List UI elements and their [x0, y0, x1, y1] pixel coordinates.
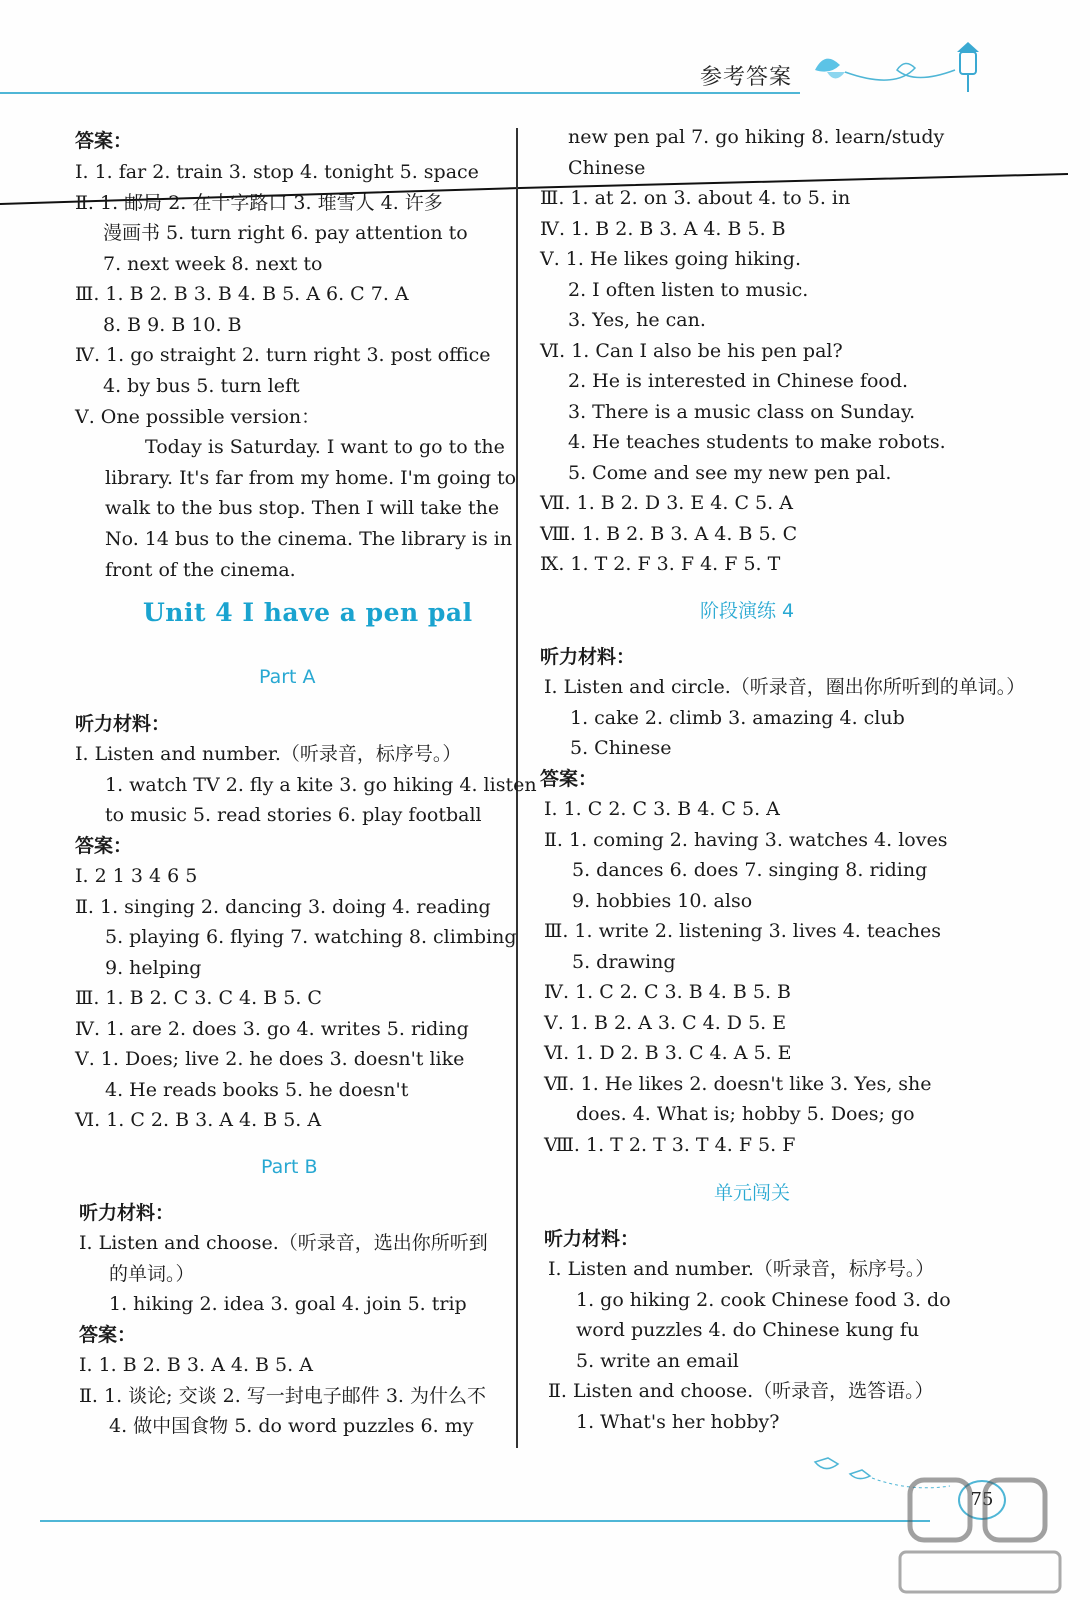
- left-text-line: to music 5. read stories 6. play football: [105, 804, 482, 826]
- right-text-line: 3. There is a music class on Sunday.: [568, 401, 916, 423]
- right-text-line: Ⅲ. 1. write 2. listening 3. lives 4. teaches: [544, 920, 941, 942]
- right-text-line: 2. I often listen to music.: [568, 279, 809, 301]
- right-text-line: 5. write an email: [576, 1350, 739, 1372]
- right-text-line: 5. Chinese: [570, 737, 672, 759]
- left-text-line: front of the cinema.: [105, 559, 296, 581]
- right-text-line: 1. go hiking 2. cook Chinese food 3. do: [576, 1289, 951, 1311]
- left-text-line: Part B: [261, 1156, 318, 1178]
- right-text-line: Chinese: [568, 157, 646, 179]
- right-text-line: Ⅴ. 1. He likes going hiking.: [540, 248, 801, 270]
- left-text-line: Ⅰ. Listen and choose.（听录音，选出你所听到: [79, 1232, 488, 1254]
- right-text-line: 1. What's her hobby?: [576, 1411, 780, 1433]
- page-number: 75: [958, 1480, 1006, 1520]
- right-text-line: Ⅳ. 1. B 2. B 3. A 4. B 5. B: [540, 218, 786, 240]
- footer-rule: [40, 1520, 930, 1522]
- left-text-line: 4. by bus 5. turn left: [103, 375, 300, 397]
- left-text-line: 4. 做中国食物 5. do word puzzles 6. my: [109, 1415, 474, 1437]
- right-text-line: Ⅲ. 1. at 2. on 3. about 4. to 5. in: [540, 187, 851, 209]
- right-text-line: 答案：: [540, 768, 598, 790]
- right-text-line: Ⅱ. 1. coming 2. having 3. watches 4. loves: [544, 829, 948, 851]
- right-text-line: Ⅵ. 1. Can I also be his pen pal?: [540, 340, 843, 362]
- left-text-line: 答案：: [75, 130, 133, 152]
- left-text-line: Today is Saturday. I want to go to the: [145, 436, 505, 458]
- left-text-line: Ⅲ. 1. B 2. C 3. C 4. B 5. C: [75, 987, 322, 1009]
- right-text-line: Ⅸ. 1. T 2. F 3. F 4. F 5. T: [540, 553, 781, 575]
- right-text-line: 9. hobbies 10. also: [572, 890, 753, 912]
- right-text-line: Ⅰ. Listen and number.（听录音，标序号。）: [548, 1258, 935, 1280]
- right-text-line: Ⅳ. 1. C 2. C 3. B 4. B 5. B: [544, 981, 792, 1003]
- left-text-line: Ⅴ. One possible version：: [75, 406, 321, 428]
- left-text-line: Ⅳ. 1. are 2. does 3. go 4. writes 5. riding: [75, 1018, 469, 1040]
- header-title: 参考答案: [700, 65, 793, 90]
- right-text-line: 3. Yes, he can.: [568, 309, 706, 331]
- right-text-line: 5. dances 6. does 7. singing 8. riding: [572, 859, 928, 881]
- left-text-line: 4. He reads books 5. he doesn't: [105, 1079, 409, 1101]
- right-text-line: word puzzles 4. do Chinese kung fu: [576, 1319, 920, 1341]
- right-text-line: Ⅵ. 1. D 2. B 3. C 4. A 5. E: [544, 1042, 792, 1064]
- right-text-line: 5. drawing: [572, 951, 676, 973]
- right-text-line: Ⅰ. 1. C 2. C 3. B 4. C 5. A: [544, 798, 780, 820]
- left-text-line: Ⅳ. 1. go straight 2. turn right 3. post office: [75, 344, 491, 366]
- left-text-line: 漫画书 5. turn right 6. pay attention to: [103, 222, 468, 244]
- header-rule: [0, 92, 800, 94]
- left-text-line: walk to the bus stop. Then I will take the: [105, 497, 500, 519]
- left-text-line: Part A: [259, 666, 316, 688]
- left-text-line: Ⅰ. 1. B 2. B 3. A 4. B 5. A: [79, 1354, 313, 1376]
- right-text-line: Ⅶ. 1. B 2. D 3. E 4. C 5. A: [540, 492, 793, 514]
- right-text-line: does. 4. What is; hobby 5. Does; go: [576, 1103, 915, 1125]
- left-text-line: library. It's far from my home. I'm going to: [105, 467, 517, 489]
- left-text-line: 答案：: [75, 835, 133, 857]
- left-text-line: Ⅱ. 1. 邮局 2. 在十字路口 3. 堆雪人 4. 许多: [75, 192, 443, 214]
- left-text-line: Ⅲ. 1. B 2. B 3. B 4. B 5. A 6. C 7. A: [75, 283, 409, 305]
- butterfly-lamp-icon: [805, 40, 985, 100]
- left-text-line: 的单词。）: [109, 1263, 195, 1285]
- left-text-line: Ⅴ. 1. Does; live 2. he does 3. doesn't like: [75, 1048, 465, 1070]
- right-text-line: Ⅴ. 1. B 2. A 3. C 4. D 5. E: [544, 1012, 787, 1034]
- left-text-line: 8. B 9. B 10. B: [103, 314, 242, 336]
- right-text-line: 单元闯关: [714, 1182, 791, 1204]
- right-text-line: new pen pal 7. go hiking 8. learn/study: [568, 126, 945, 148]
- right-text-line: 听力材料：: [544, 1228, 640, 1250]
- left-text-line: 听力材料：: [79, 1202, 175, 1224]
- right-text-line: Ⅱ. Listen and choose.（听录音，选答语。）: [548, 1380, 934, 1402]
- left-text-line: No. 14 bus to the cinema. The library is in: [105, 528, 513, 550]
- left-text-line: Ⅱ. 1. singing 2. dancing 3. doing 4. reading: [75, 896, 491, 918]
- right-text-line: 5. Come and see my new pen pal.: [568, 462, 892, 484]
- left-text-line: 7. next week 8. next to: [103, 253, 323, 275]
- right-text-line: Ⅰ. Listen and circle.（听录音，圈出你所听到的单词。）: [544, 676, 1026, 698]
- right-text-line: 1. cake 2. climb 3. amazing 4. club: [570, 707, 905, 729]
- left-text-line: Unit 4 I have a pen pal: [143, 598, 473, 627]
- right-text-line: Ⅶ. 1. He likes 2. doesn't like 3. Yes, she: [544, 1073, 932, 1095]
- right-text-line: 2. He is interested in Chinese food.: [568, 370, 909, 392]
- left-text-line: Ⅰ. 2 1 3 4 6 5: [75, 865, 198, 887]
- right-text-line: Ⅷ. 1. T 2. T 3. T 4. F 5. F: [544, 1134, 796, 1156]
- right-text-line: 听力材料：: [540, 646, 636, 668]
- left-text-line: 5. playing 6. flying 7. watching 8. climbing: [105, 926, 517, 948]
- right-text-line: 阶段演练 4: [700, 600, 795, 622]
- right-text-line: 4. He teaches students to make robots.: [568, 431, 946, 453]
- left-text-line: Ⅰ. 1. far 2. train 3. stop 4. tonight 5. space: [75, 161, 479, 183]
- left-text-line: Ⅱ. 1. 谈论; 交谈 2. 写一封电子邮件 3. 为什么不: [79, 1385, 487, 1407]
- left-text-line: 答案：: [79, 1324, 137, 1346]
- left-text-line: 9. helping: [105, 957, 202, 979]
- right-text-line: Ⅷ. 1. B 2. B 3. A 4. B 5. C: [540, 523, 798, 545]
- left-text-line: 1. watch TV 2. fly a kite 3. go hiking 4. listen: [105, 774, 537, 796]
- left-text-line: Ⅵ. 1. C 2. B 3. A 4. B 5. A: [75, 1109, 322, 1131]
- watermark-logo: [890, 1460, 1070, 1600]
- left-text-line: 听力材料：: [75, 713, 171, 735]
- left-text-line: 1. hiking 2. idea 3. goal 4. join 5. trip: [109, 1293, 467, 1315]
- left-text-line: Ⅰ. Listen and number.（听录音，标序号。）: [75, 743, 462, 765]
